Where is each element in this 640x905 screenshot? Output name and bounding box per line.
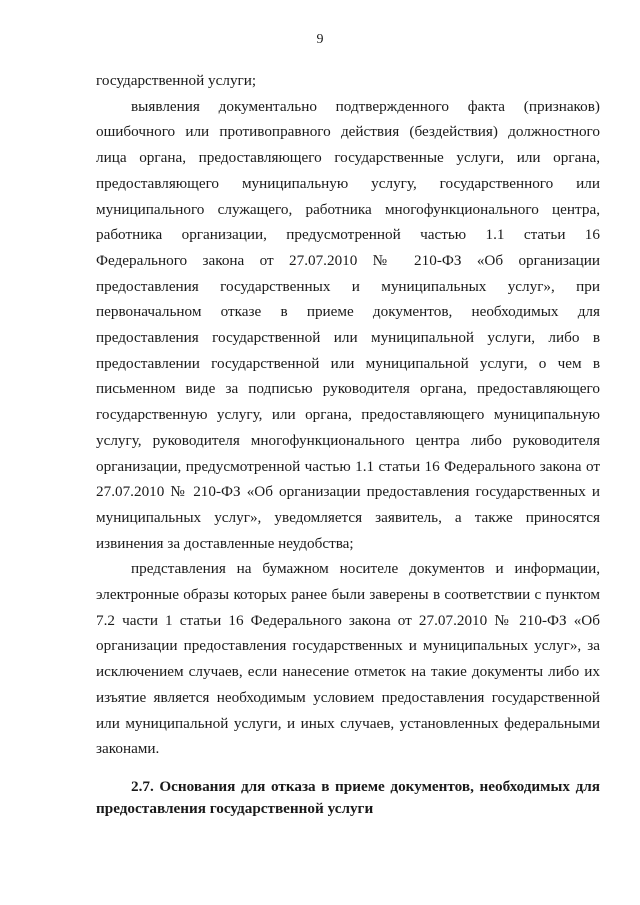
page-number: 9: [316, 32, 324, 47]
paragraph-error-detection: выявления документально подтвержденного факта (признаков) ошибочного или противоправного действия (бездействия) должностного лица органа, предоставляющего государственные услуги, или органа, предоставляющего муниципальную услугу, государственного или муниципального служащего, работника многофункционального центра, работника организации, предусмотренной частью 1.1 статьи 16 Федерального закона от 27.07.2010 № 210-ФЗ «Об организации предоставления государственных и муниципальных услуг», при первоначальном отказе в приеме документов, необходимых для предоставления государственной или муниципальной услуги, либо в предоставлении государственной или муниципальной услуги, о чем в письменном виде за подписью руководителя органа, предоставляющего государственную услугу, или органа, предоставляющего муниципальную услугу, руководителя многофункционального центра либо руководителя организации, предусмотренной частью 1.1 статьи 16 Федерального закона от 27.07.2010 № 210-ФЗ «Об организации предоставления государственных и муниципальных услуг», уведомляется заявитель, а также приносятся извинения за доставленные неудобства;: [96, 97, 600, 552]
paragraph-paper-documents: представления на бумажном носителе документов и информации, электронные образы которых ранее были заверены в соответствии с пунктом 7.2 части 1 статьи 16 Федерального закона от 27.07.2010 № 210-ФЗ «Об организации предоставления государственных и муниципальных услуг», за исключением случаев, если нанесение отметок на такие документы либо их изъятие является необходимым условием предоставления государственной или муниципальной услуги, и иных случаев, установленных федеральными законами.: [96, 560, 600, 758]
section-heading: 2.7. Основания для отказа в приеме документов, необходимых для предоставления государственной услуги: [96, 778, 600, 817]
continuation-line: государственной услуги;: [96, 72, 257, 89]
document-body: [96, 68, 600, 762]
